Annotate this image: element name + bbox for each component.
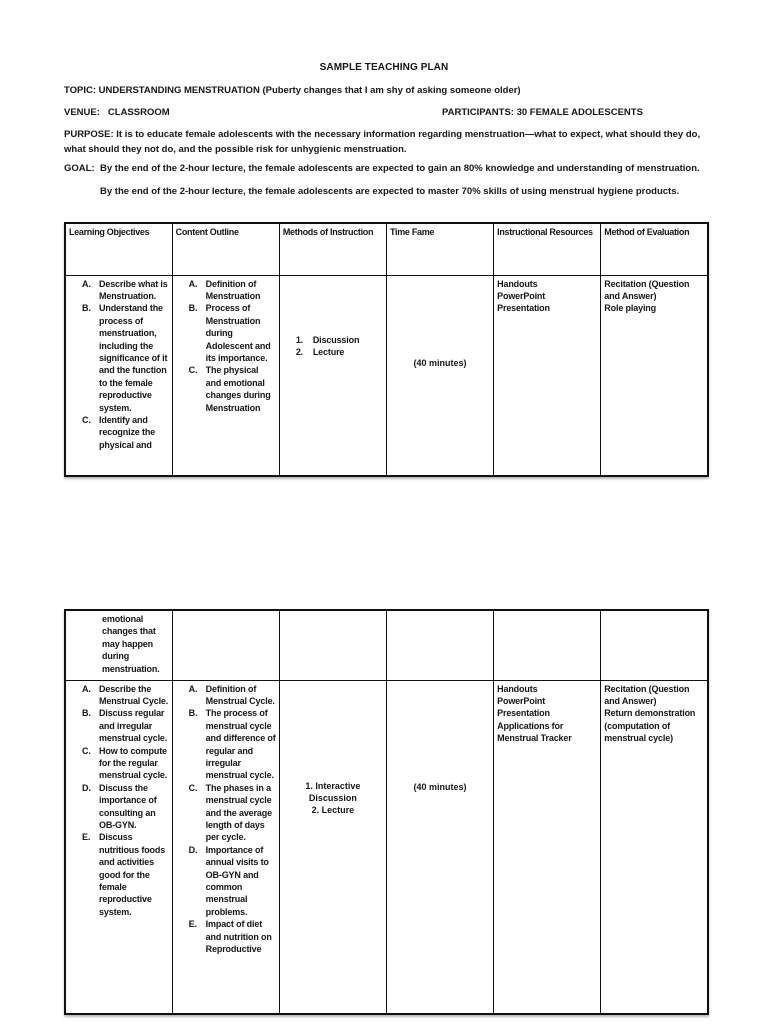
list-item: E. Discuss nutritious foods and activities good for the female reproductive system.	[82, 832, 166, 917]
teaching-plan-table-page1	[64, 222, 709, 477]
table-row-continuation	[65, 610, 708, 680]
empty-cell	[494, 610, 601, 680]
topic-line: TOPIC: UNDERSTANDING MENSTRUATION (Puberty changes that I am shy of asking someone older)	[64, 85, 521, 96]
list-item: D. Discuss the importance of consulting an OB-GYN.	[82, 782, 157, 830]
methods-list	[283, 780, 383, 817]
list-item: B. Understand the process of menstruation, including the significance of it and the function to the female reproductive system.	[82, 303, 168, 413]
content-outline-list	[189, 278, 276, 414]
column-header: Content Outline	[172, 223, 279, 275]
resources-list	[497, 278, 597, 315]
list-item: C. The physical and emotional changes during Menstruation	[188, 365, 271, 413]
content-outline-list	[189, 683, 276, 956]
cell-learning-objectives-continuation	[65, 610, 172, 680]
list-item: C. The phases in a menstrual cycle and the average length of days per cycle.	[188, 782, 272, 843]
goal-line-1	[64, 163, 712, 174]
time-frame-value: (40 minutes)	[413, 781, 467, 792]
teaching-plan-table-page2	[64, 609, 709, 1015]
evaluation-list	[604, 683, 704, 745]
continuation-text: emotional changes that may happen during menstruation.	[102, 614, 160, 674]
time-frame-value: (40 minutes)	[413, 357, 467, 368]
venue-label: VENUE:	[64, 107, 100, 118]
list-item: 1. Discussion	[295, 334, 360, 345]
evaluation-list	[604, 278, 704, 315]
cell-learning-objectives-row1	[65, 275, 172, 476]
page-title: SAMPLE TEACHING PLAN	[319, 62, 449, 73]
cell-methods-row1	[279, 275, 386, 476]
learning-objectives-list	[82, 683, 169, 919]
cell-content-outline-row1	[172, 275, 279, 476]
list-item: A. Definition of Menstruation	[188, 278, 261, 301]
goal-line-2: By the end of the 2-hour lecture, the female adolescents are expected to master 70% skills of using menstrual hygiene products.	[100, 186, 680, 197]
resource-item: Applications for Menstrual Tracker	[497, 720, 572, 744]
column-header: Learning Objectives	[65, 223, 172, 275]
list-item: 2. Lecture	[311, 805, 355, 816]
table-header-row	[65, 223, 708, 275]
participants-text: PARTICIPANTS: 30 FEMALE ADOLESCENTS	[442, 107, 643, 118]
column-header: Methods of Instruction	[279, 223, 386, 275]
learning-objectives-list	[82, 278, 169, 452]
cell-methods-row2	[279, 680, 386, 1014]
list-item: A. Describe the Menstrual Cycle.	[82, 683, 169, 706]
list-item: A. Definition of Menstrual Cycle.	[188, 683, 275, 706]
list-item: 1. Interactive Discussion	[305, 780, 361, 803]
goal-text-1: By the end of the 2-hour lecture, the female adolescents are expected to gain an 80% knowledge and understanding of menstruation.	[100, 163, 700, 174]
list-item: A. Describe what is Menstruation.	[82, 278, 168, 301]
resources-list	[497, 683, 597, 745]
cell-time-frame-row2	[386, 680, 493, 1014]
methods-list	[296, 334, 383, 359]
resource-item: Handouts	[497, 278, 538, 289]
list-item: C. Identify and recognize the physical and	[82, 414, 156, 450]
list-item: D. Importance of annual visits to OB-GYN and common menstrual problems.	[188, 844, 269, 917]
column-header: Method of Evaluation	[601, 223, 708, 275]
evaluation-item: Return demonstration (computation of menstrual cycle)	[604, 708, 696, 744]
cell-time-frame-row1	[386, 275, 493, 476]
resource-item: PowerPoint Presentation	[497, 290, 550, 314]
resource-item: PowerPoint Presentation	[497, 695, 550, 719]
list-item: 2. Lecture	[295, 346, 345, 357]
list-item: B. Process of Menstruation during Adolescent and its importance.	[188, 303, 271, 363]
resource-item: Handouts	[497, 683, 538, 694]
goal-label: GOAL:	[64, 163, 95, 174]
table-row	[65, 275, 708, 476]
list-item: B. The process of menstrual cycle and difference of regular and irregular menstrual cycle.	[188, 708, 276, 781]
evaluation-item: Recitation (Question and Answer)	[604, 683, 690, 706]
cell-learning-objectives-row2	[65, 680, 172, 1014]
cell-content-outline-row2	[172, 680, 279, 1014]
purpose-paragraph: PURPOSE: It is to educate female adolescents with the necessary information regarding menstruation—what to expect, what should they do, what should they not do, and the possible risk for unhygienic menstruation.	[64, 129, 701, 155]
cell-resources-row2	[494, 680, 601, 1014]
empty-cell	[172, 610, 279, 680]
table-row	[65, 680, 708, 1014]
list-item: E. Impact of diet and nutrition on Reproductive	[188, 919, 272, 955]
empty-cell	[601, 610, 708, 680]
cell-evaluation-row2	[601, 680, 708, 1014]
column-header: Instructional Resources	[494, 223, 601, 275]
empty-cell	[279, 610, 386, 680]
list-item: B. Discuss regular and irregular menstrual cycle.	[82, 708, 168, 744]
venue-participants-line	[64, 107, 719, 118]
list-item: C. How to compute for the regular menstrual cycle.	[82, 745, 168, 781]
evaluation-item: Role playing	[604, 303, 656, 314]
cell-evaluation-row1	[601, 275, 708, 476]
cell-resources-row1	[494, 275, 601, 476]
venue-value: CLASSROOM	[107, 107, 170, 118]
evaluation-item: Recitation (Question and Answer)	[604, 278, 690, 301]
column-header: Time Fame	[386, 223, 493, 275]
empty-cell	[386, 610, 493, 680]
